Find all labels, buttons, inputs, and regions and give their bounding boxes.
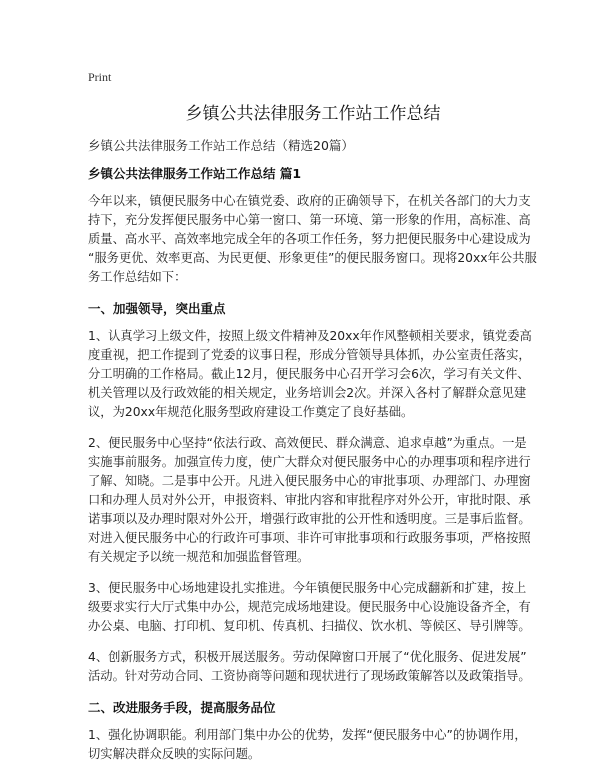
text-line: 对进入便民服务中心的行政许可事项、非许可审批事项和行政服务事项，严格按照 (88, 531, 531, 545)
document-page (88, 70, 537, 776)
text-line: 了解、知晓。二是事中公开。凡进入便民服务中心的审批事项、办理部门、办理窗 (88, 474, 531, 488)
text-line: 1、强化协调职能。利用部门集中办公的优势，发挥“便民服务中心”的协调作用， (88, 728, 527, 742)
text-line: 实施事前服务。加强宣传力度，使广大群众对便民服务中心的办理事项和程序进行 (88, 455, 531, 469)
text-line: 分工明确的工作格局。截止12月，便民服务中心召开学习会6次，学习有关文件、 (88, 367, 530, 381)
text-line: 持下，充分发挥便民服务中心第一窗口、第一环境、第一形象的作用，高标准、高 (88, 213, 531, 227)
text-line: 议，为20xx年规范化服务型政府建设工作奠定了良好基础。 (88, 405, 414, 419)
document-subtitle: 乡镇公共法律服务工作站工作总结（精选20篇） (88, 138, 354, 153)
print-label[interactable]: Print (88, 70, 112, 84)
paragraph-2 (88, 434, 531, 567)
text-line: 活动。针对劳动合同、工资协商等问题和现状进行了现场政策解答以及政策指导。 (88, 669, 531, 683)
text-line: 度重视，把工作提到了党委的议事日程，形成分管领导具体抓，办公室责任落实， (88, 348, 531, 362)
text-line: 1、认真学习上级文件，按照上级文件精神及20xx年作风整顿相关要求，镇党委高 (88, 329, 532, 343)
text-line: 4、创新服务方式，积极开展送服务。劳动保障窗口开展了“优化服务、促进发展” (88, 650, 527, 664)
text-line: 今年以来，镇便民服务中心在镇党委、政府的正确领导下，在机关各部门的大力支 (88, 194, 531, 208)
text-line: 2、便民服务中心坚持“依法行政、高效便民、群众满意、追求卓越”为重点。一是 (88, 436, 527, 450)
text-line: 质量、高水平、高效率地完成全年的各项工作任务，努力把便民服务中心建设成为 (88, 232, 531, 246)
text-line: 有关规定予以统一规范和加强监督管理。 (88, 550, 310, 564)
paragraph-1 (88, 327, 532, 422)
section-title: 乡镇公共法律服务工作站工作总结 篇1 (88, 166, 302, 181)
text-line: 口和办理人员对外公开，申报资料、审批内容和审批程序对外公开，审批时限、承 (88, 493, 531, 507)
text-line: 切实解决群众反映的实际问题。 (88, 747, 261, 761)
text-line: 诺事项以及办理时限对外公开，增强行政审批的公开性和透明度。三是事后监督。 (88, 512, 531, 526)
text-line: 务工作总结如下： (88, 270, 187, 284)
paragraph-5 (88, 726, 528, 764)
heading-1: 一、加强领导，突出重点 (88, 301, 226, 316)
text-line: 级要求实行大厅式集中办公，规范完成场地建设。便民服务中心设施设备齐全，有 (88, 600, 531, 614)
heading-2: 二、改进服务手段，提高服务品位 (88, 700, 276, 715)
paragraph-intro (88, 192, 537, 287)
text-line: “服务更优、效率更高、为民更便、形象更佳”的便民服务窗口。现将20xx年公共服 (88, 251, 537, 265)
paragraph-4 (88, 648, 531, 686)
paragraph-3 (88, 579, 531, 636)
text-line: 机关管理以及行政效能的相关规定，业务培训会2次。并深入各村了解群众意见建 (88, 386, 527, 400)
document-title: 乡镇公共法律服务工作站工作总结 (185, 104, 441, 124)
text-line: 办公桌、电脑、打印机、复印机、传真机、扫描仪、饮水机、等候区、导引牌等。 (88, 619, 531, 633)
text-line: 3、便民服务中心场地建设扎实推进。今年镇便民服务中心完成翻新和扩建，按上 (88, 581, 527, 595)
